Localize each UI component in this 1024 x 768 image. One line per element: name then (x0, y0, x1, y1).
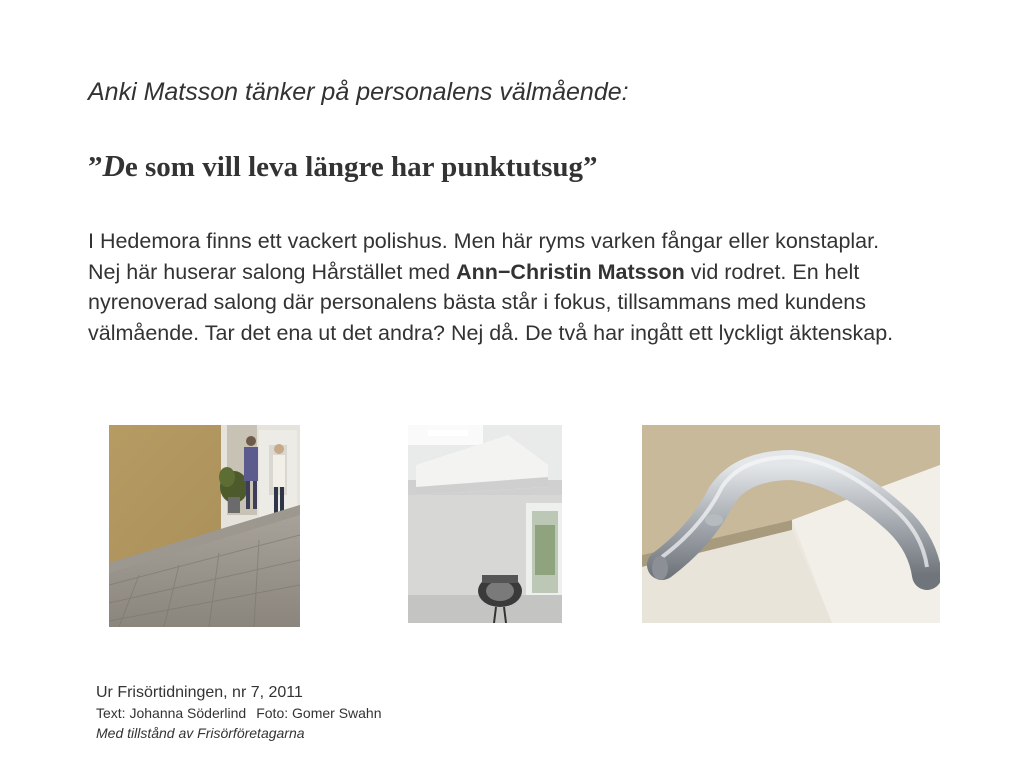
air-conditioner-photo (408, 425, 562, 623)
ventilation-duct-photo (642, 425, 940, 623)
credits-text-by: Text: Johanna Söderlind (96, 705, 247, 721)
headline-rest: e som vill leva längre har punktutsug” (124, 151, 598, 183)
headline-dropcap: D (102, 148, 125, 183)
credits-authors (96, 703, 382, 724)
body-person-name: Ann−Christin Matsson (456, 259, 685, 284)
article-kicker: Anki Matsson tänker på personalens välmående: (88, 78, 629, 106)
body-part-2: vid rodret. En helt nyrenoverad salong där personalens bästa står i fokus, tillsammans med kundens välmående. Tar det ena ut det andra? Nej då. De två har ingått ett lyckligt äktenskap. (88, 259, 894, 345)
credits-photo-by: Foto: Gomer Swahn (256, 705, 382, 721)
credits (96, 683, 382, 743)
credits-source: Ur Frisörtidningen, nr 7, 2011 (96, 684, 303, 701)
article-body (88, 226, 908, 348)
body-part-1: I Hedemora finns ett vackert polishus. Men här ryms varken fångar eller konstaplar. Nej här huserar salong Hårstället med (88, 229, 880, 284)
salon-entrance-photo (109, 425, 300, 627)
headline-open-quote: ” (88, 151, 103, 183)
credits-permission: Med tillstånd av Frisörföretagarna (96, 725, 305, 741)
article-headline (88, 148, 598, 184)
